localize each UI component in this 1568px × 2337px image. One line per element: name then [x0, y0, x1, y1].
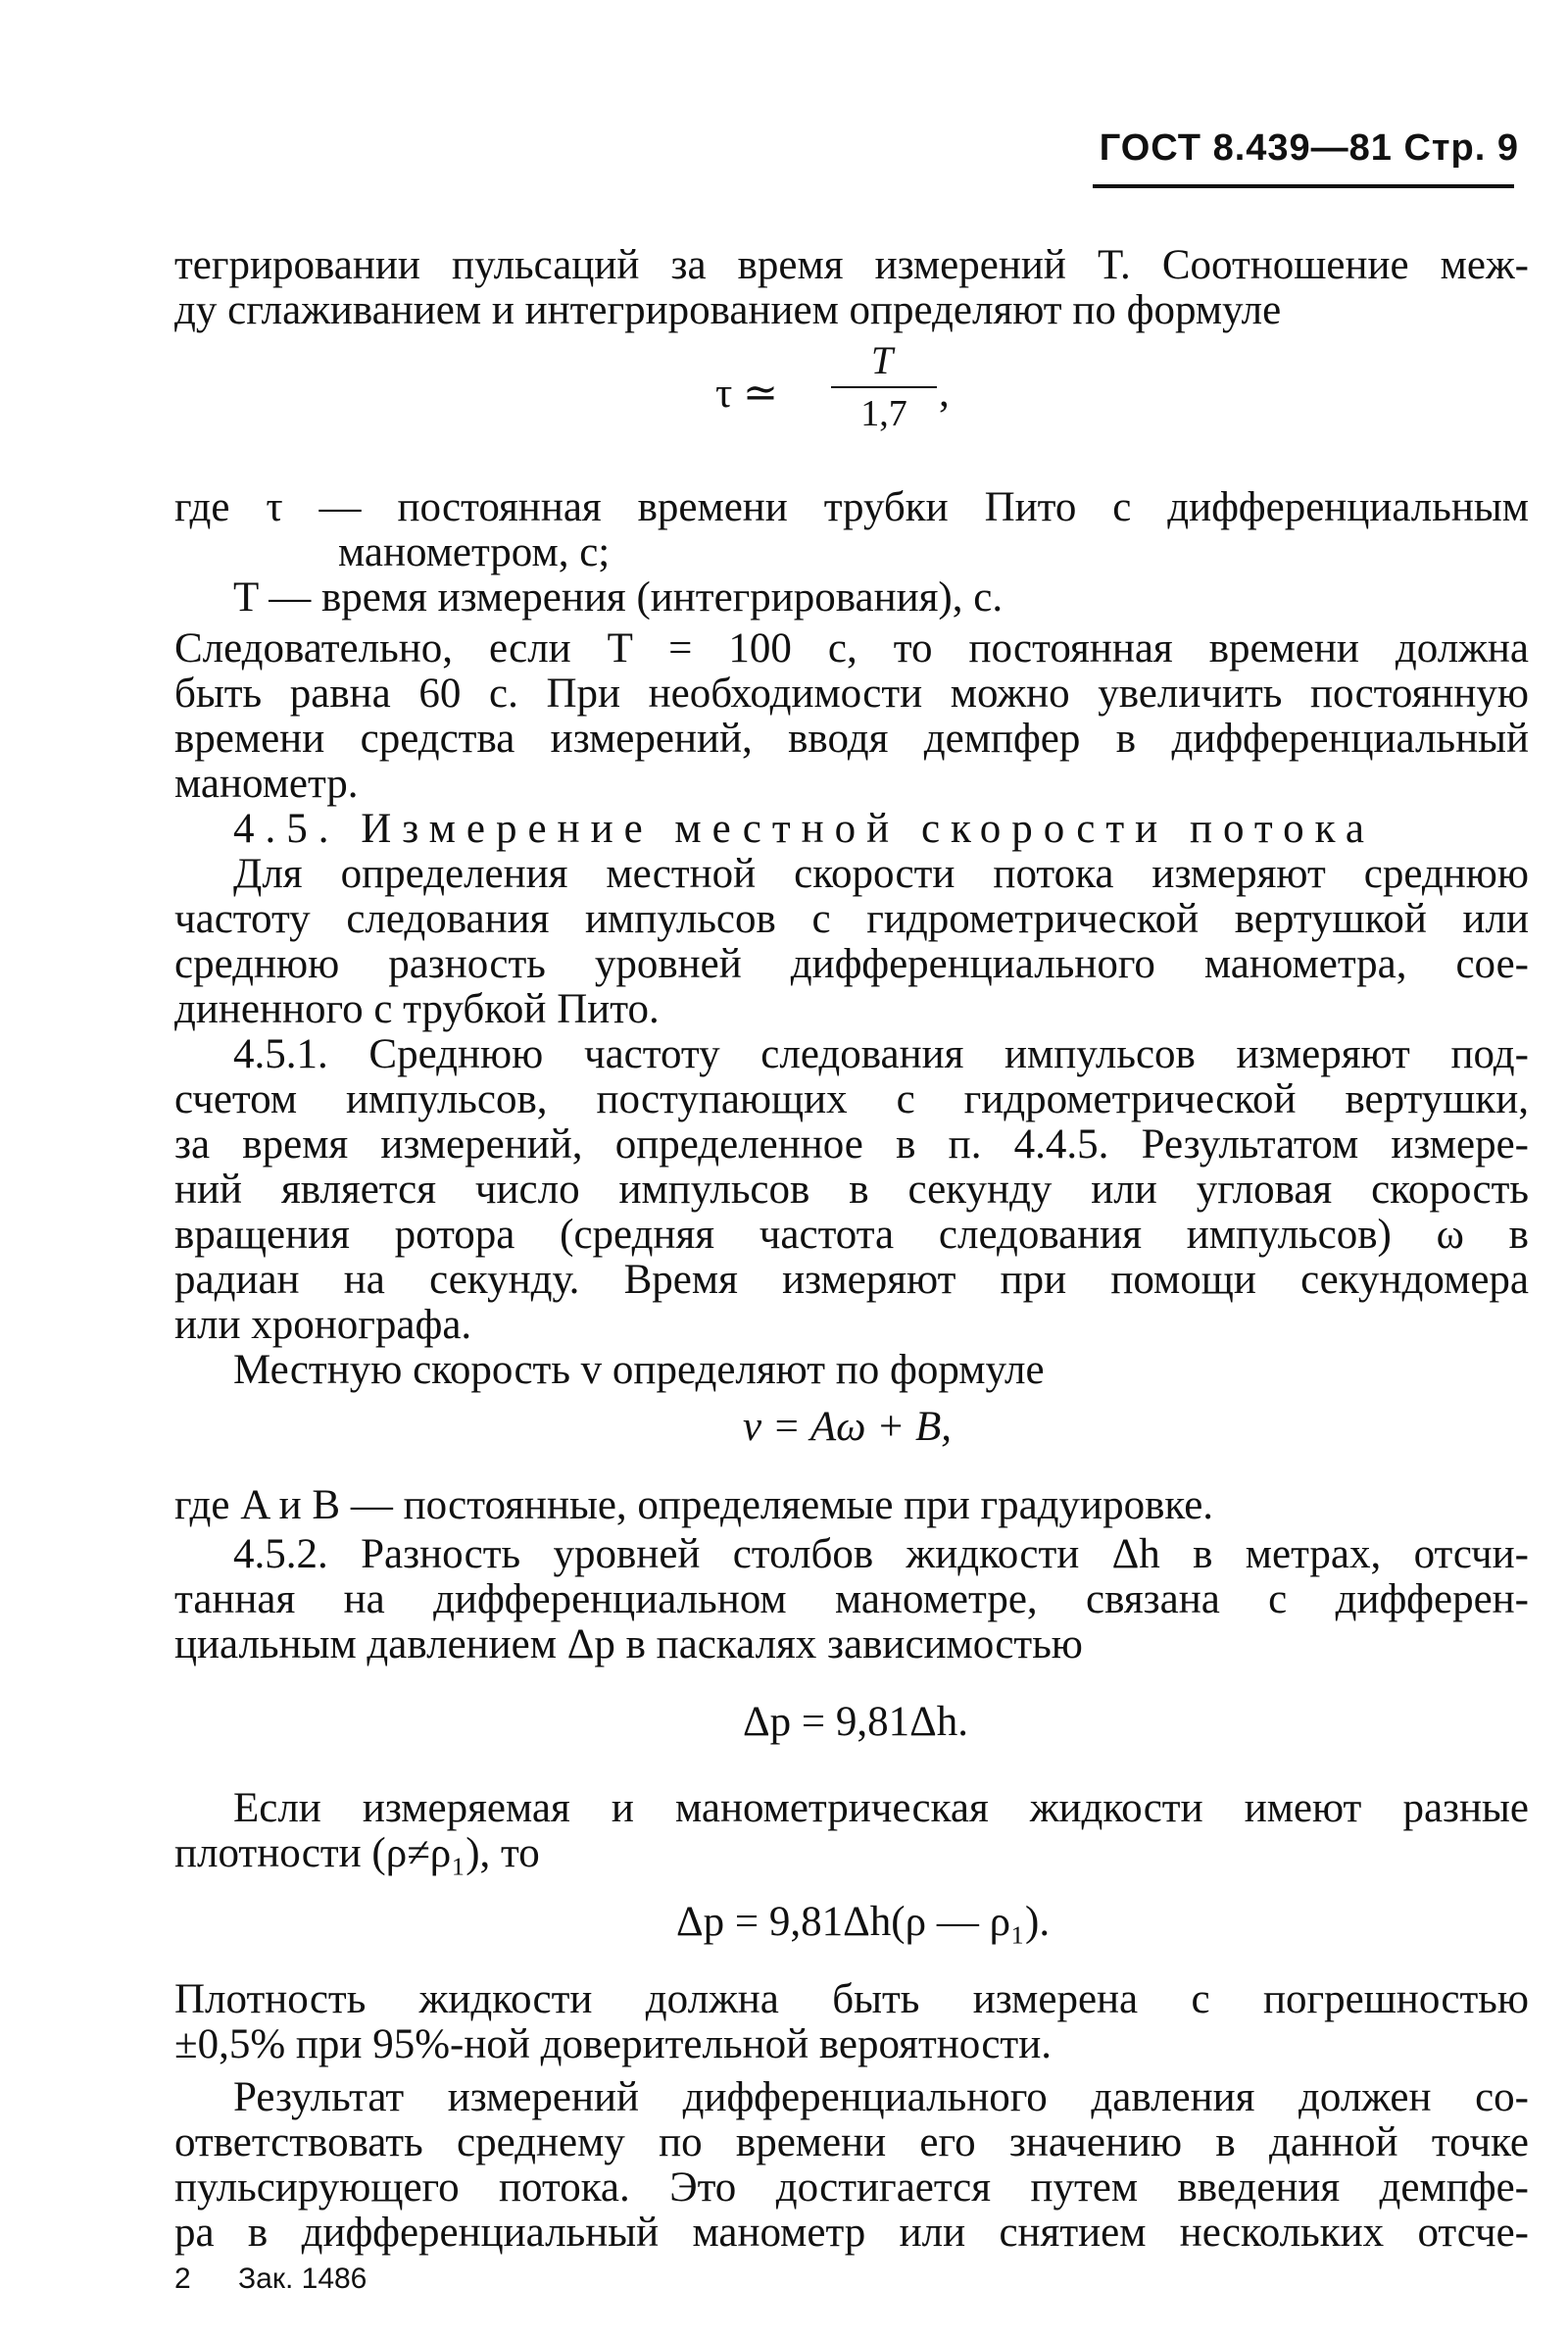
text-line: Местную скорость v определяют по формуле — [233, 1347, 1045, 1393]
text-line: или хронографа. — [174, 1302, 472, 1348]
text-line: Результат измерений дифференциального давления должен со- — [233, 2074, 1529, 2120]
page-footer — [174, 2262, 367, 2296]
text-line: частоту следования импульсов с гидрометрической вертушкой или — [174, 896, 1529, 942]
text-line: ответствовать среднему по времени его значению в данной точке — [174, 2119, 1529, 2165]
text-line: манометр. — [174, 761, 359, 807]
text-line: времени средства измерений, вводя демпфер в дифференциальный — [174, 716, 1529, 762]
text-line: 4.5.1. Среднюю частоту следования импульсов измеряют под- — [233, 1031, 1529, 1077]
formula-tau-numerator: T — [870, 338, 894, 382]
formula-dp: Δp = 9,81Δh. — [743, 1699, 969, 1745]
text-line: где A и B — постоянные, определяемые при градуировке. — [174, 1482, 1214, 1528]
text-line: радиан на секунду. Время измеряют при помощи секундомера — [174, 1257, 1529, 1303]
text-line: где τ — постоянная времени трубки Пито с дифференциальным — [174, 484, 1529, 530]
text-line: манометром, с; — [338, 529, 611, 575]
text-line: циальным давлением Δp в паскалях зависимостью — [174, 1621, 1083, 1667]
text-line: ра в дифференциальный манометр или снятием нескольких отсче- — [174, 2210, 1529, 2256]
formula-dp-density: Δp = 9,81Δh(ρ — ρ₁). — [676, 1899, 1051, 1945]
section-heading: 4.5. Измерение местной скорости потока — [233, 806, 1375, 852]
text-line: ду сглаживанием и интегрированием определяют по формуле — [174, 287, 1282, 333]
text-line: вращения ротора (средняя частота следования импульсов) ω в — [174, 1212, 1529, 1258]
text-line: ±0,5% при 95%-ной доверительной вероятности. — [174, 2021, 1052, 2067]
text-line: быть равна 60 с. При необходимости можно увеличить постоянную — [174, 671, 1529, 717]
text-line: Следовательно, если T = 100 с, то постоянная времени должна — [174, 625, 1529, 671]
formula-tau-denominator: 1,7 — [860, 393, 907, 434]
header-rule — [1093, 184, 1514, 188]
formula-tau — [715, 333, 960, 451]
text-line: диненного с трубкой Пито. — [174, 986, 660, 1032]
page-header: ГОСТ 8.439—81 Стр. 9 — [1099, 127, 1519, 169]
text-line: среднюю разность уровней дифференциального манометра, сое- — [174, 941, 1529, 987]
text-line: пульсирующего потока. Это достигается путем введения демпфе- — [174, 2164, 1529, 2211]
text-line: 4.5.2. Разность уровней столбов жидкости Δh в метрах, отсчи- — [233, 1531, 1529, 1577]
text-line: танная на дифференциальном манометре, связана с дифферен- — [174, 1576, 1529, 1622]
fraction-bar — [831, 386, 937, 388]
text-line: тегрировании пульсаций за время измерений T. Соотношение меж- — [174, 242, 1529, 288]
formula-tau-comma: , — [939, 370, 950, 416]
text-line: Если измеряемая и манометрическая жидкости имеют разные — [233, 1785, 1529, 1831]
text-line: Для определения местной скорости потока измеряют среднюю — [233, 851, 1529, 897]
formula-tau-lhs: τ ≃ — [715, 371, 779, 417]
footer-page-number: 2 — [174, 2262, 191, 2295]
formula-velocity: v = Aω + B, — [743, 1404, 952, 1450]
text-line: за время измерений, определенное в п. 4.4.5. Результатом измере- — [174, 1121, 1529, 1168]
text-line: T — время измерения (интегрирования), с. — [233, 574, 1004, 621]
text-line: ний является число импульсов в секунду или угловая скорость — [174, 1167, 1529, 1213]
text-line: Плотность жидкости должна быть измерена с погрешностью — [174, 1976, 1529, 2022]
footer-order-number: Зак. 1486 — [238, 2262, 368, 2295]
text-line: счетом импульсов, поступающих с гидрометрической вертушки, — [174, 1076, 1529, 1122]
text-line: плотности (ρ≠ρ₁), то — [174, 1830, 540, 1876]
